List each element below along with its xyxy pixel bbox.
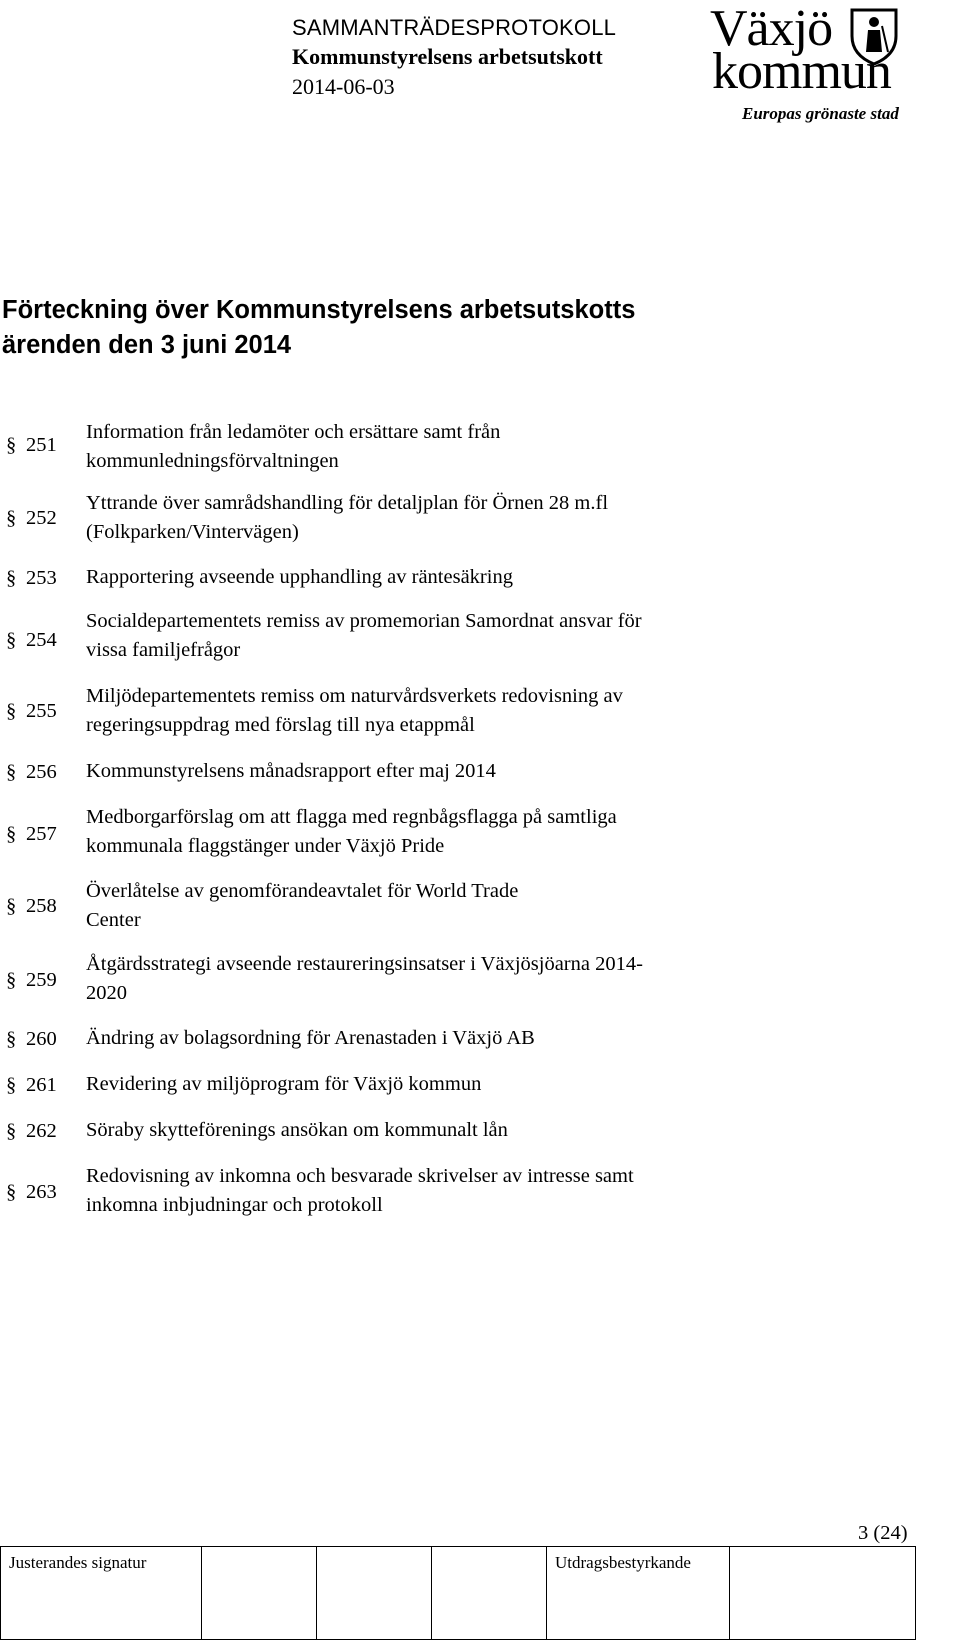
section-symbol: §: [6, 507, 17, 529]
signature-label: Justerandes signatur: [9, 1553, 147, 1572]
signature-box: [317, 1547, 432, 1640]
item-text: Redovisning av inkomna och besvarade skrivelser av intresse samt inkomna inbjudningar och protokoll: [86, 1165, 634, 1216]
section-symbol: §: [6, 969, 17, 991]
section-symbol: §: [6, 567, 17, 589]
section-symbol: §: [6, 1120, 17, 1142]
signature-box: [432, 1547, 547, 1640]
section-symbol: §: [6, 895, 17, 917]
item-number: § 254: [6, 625, 76, 655]
section-symbol: §: [6, 1181, 17, 1203]
item-number: § 258: [6, 891, 76, 921]
certification-label: Utdragsbestyrkande: [555, 1553, 691, 1572]
logo-tagline: Europas grönaste stad: [742, 104, 899, 123]
item-number: § 259: [6, 965, 76, 995]
item-text: Medborgarförslag om att flagga med regnbågsflagga på samtliga kommunala flaggstänger under Växjö Pride: [86, 806, 617, 857]
item-number: § 260: [6, 1024, 76, 1054]
certification-box: [730, 1547, 916, 1640]
signature-table: [0, 1546, 916, 1640]
signature-label-cell: [1, 1547, 202, 1640]
item-text: Socialdepartementets remiss av promemorian Samordnat ansvar för vissa familjefrågor: [86, 610, 642, 661]
section-symbol: §: [6, 1028, 17, 1050]
item-number: § 262: [6, 1116, 76, 1146]
logo-word-kommun: kommun: [712, 43, 891, 100]
item-text: Information från ledamöter och ersättare samt från kommunledningsförvaltningen: [86, 421, 501, 472]
item-text: Rapportering avseende upphandling av räntesäkring: [86, 566, 513, 588]
item-text: Revidering av miljöprogram för Växjö kommun: [86, 1073, 482, 1095]
item-number: § 253: [6, 563, 76, 593]
item-text: Söraby skytteförenings ansökan om kommunalt lån: [86, 1119, 508, 1141]
signature-box: [202, 1547, 317, 1640]
document-type: SAMMANTRÄDESPROTOKOLL: [292, 15, 617, 40]
item-text: Överlåtelse av genomförandeavtalet för World Trade Center: [86, 880, 519, 931]
page-title-line: ärenden den 3 juni 2014: [2, 331, 292, 359]
section-symbol: §: [6, 629, 17, 651]
item-number: § 257: [6, 819, 76, 849]
logo-word-vaxjo: Växjö: [710, 0, 833, 57]
item-number: § 263: [6, 1177, 76, 1207]
item-number: § 261: [6, 1070, 76, 1100]
item-number: § 251: [6, 430, 76, 460]
section-symbol: §: [6, 823, 17, 845]
section-symbol: §: [6, 1074, 17, 1096]
page-title-line: Förteckning över Kommunstyrelsens arbetsutskotts: [2, 296, 636, 324]
item-number: § 256: [6, 757, 76, 787]
section-symbol: §: [6, 434, 17, 456]
item-text: Yttrande över samrådshandling för detaljplan för Örnen 28 m.fl (Folkparken/Vintervägen): [86, 492, 609, 543]
certification-label-cell: [547, 1547, 730, 1640]
item-text: Kommunstyrelsens månadsrapport efter maj 2014: [86, 760, 496, 782]
item-number: § 255: [6, 696, 76, 726]
page-number: 3 (24): [858, 1522, 908, 1544]
item-text: Ändring av bolagsordning för Arenastaden i Växjö AB: [86, 1027, 535, 1049]
section-symbol: §: [6, 700, 17, 722]
item-number: § 252: [6, 503, 76, 533]
meeting-date: 2014-06-03: [292, 74, 395, 99]
committee-name: Kommunstyrelsens arbetsutskott: [292, 44, 603, 69]
item-text: Miljödepartementets remiss om naturvårdsverkets redovisning av regeringsuppdrag med förslag till nya etappmål: [86, 685, 623, 736]
item-text: Åtgärdsstrategi avseende restaureringsinsatser i Växjösjöarna 2014- 2020: [86, 953, 643, 1004]
section-symbol: §: [6, 761, 17, 783]
